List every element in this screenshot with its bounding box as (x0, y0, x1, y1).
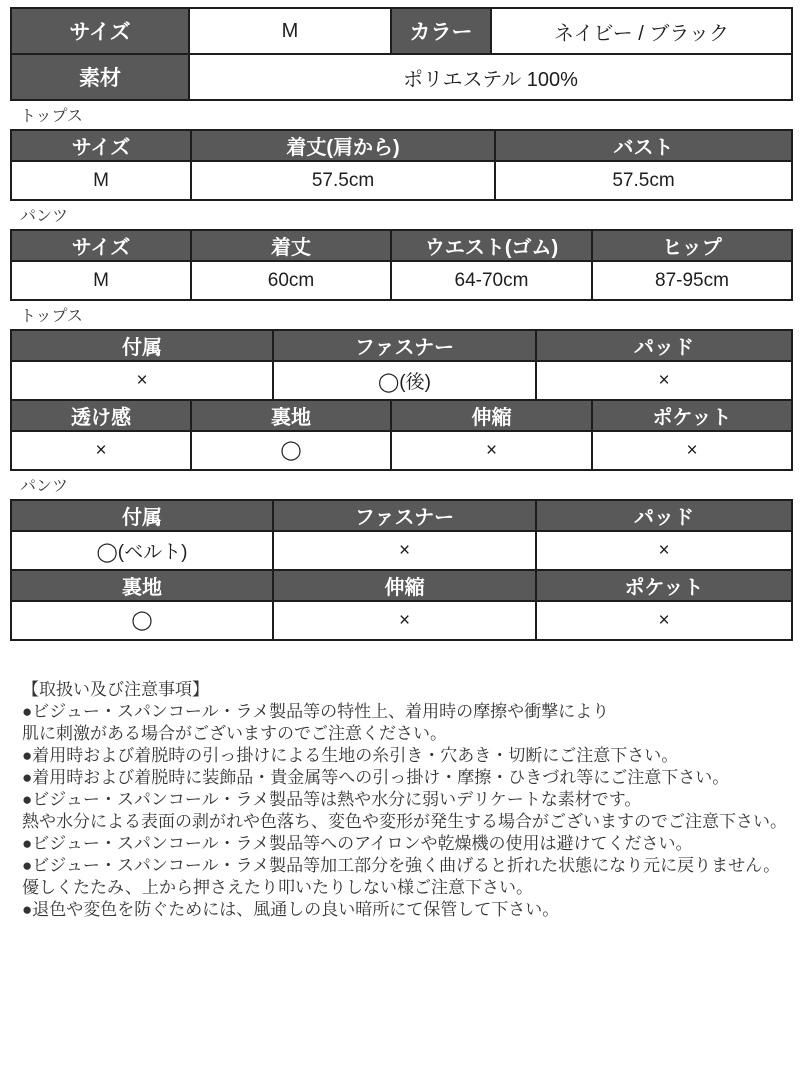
value-cell: × (592, 431, 792, 470)
value-cell: M (11, 161, 191, 200)
table-row (11, 531, 792, 570)
header-cell: 透け感 (11, 400, 191, 431)
table-header-row (11, 400, 792, 431)
table-header-row (11, 330, 792, 361)
header-cell: 裏地 (191, 400, 391, 431)
header-cell: 裏地 (11, 570, 273, 601)
header-cell: 伸縮 (273, 570, 536, 601)
header-cell: 着丈 (191, 230, 391, 261)
header-cell: サイズ (11, 230, 191, 261)
value-cell: × (11, 431, 191, 470)
care-note-line: ●ビジュー・スパンコール・ラメ製品等へのアイロンや乾燥機の使用は避けてください。 (22, 834, 693, 853)
summary-table (10, 7, 793, 101)
value-cell: ◯ (191, 431, 391, 470)
table-header-row (11, 500, 792, 531)
color-value-cell: ネイビー / ブラック (491, 8, 792, 54)
value-cell: 60cm (191, 261, 391, 300)
value-cell: × (273, 601, 536, 640)
care-note-line: 肌に刺激がある場合がございますのでご注意ください。 (22, 724, 447, 743)
table-row (11, 431, 792, 470)
section-label-pants-features: パンツ (20, 478, 69, 495)
value-cell: × (536, 361, 792, 400)
value-cell: ◯(後) (273, 361, 536, 400)
care-note-line: ●着用時および着脱時に装飾品・貴金属等への引っ掛け・摩擦・ひきづれ等にご注意下さい。 (22, 768, 730, 787)
value-cell: × (273, 531, 536, 570)
care-note-line: ●着用時および着脱時の引っ掛けによる生地の糸引き・穴あき・切断にご注意下さい。 (22, 746, 679, 765)
care-note-line: ●ビジュー・スパンコール・ラメ製品等の特性上、着用時の摩擦や衝撃により (22, 702, 610, 721)
table-header-row (11, 570, 792, 601)
header-cell: バスト (495, 130, 792, 161)
section-label-tops-features: トップス (20, 308, 83, 325)
care-note-line: ●退色や変色を防ぐためには、風通しの良い暗所にて保管して下さい。 (22, 900, 560, 919)
table-row (11, 54, 792, 100)
section-label-pants-size: パンツ (20, 208, 69, 225)
tops-features-table-lower (10, 399, 793, 471)
table-row (11, 261, 792, 300)
size-header-cell: サイズ (11, 8, 189, 54)
header-cell: 着丈(肩から) (191, 130, 495, 161)
header-cell: ポケット (592, 400, 792, 431)
pants-features-table (10, 499, 793, 641)
care-note-line: 熱や水分による表面の剥がれや色落ち、変色や変形が発生する場合がございますのでご注意下さい。 (22, 812, 787, 831)
tops-features-table-upper (10, 329, 793, 401)
table-row (11, 161, 792, 200)
value-cell: ◯ (11, 601, 273, 640)
value-cell: 57.5cm (191, 161, 495, 200)
value-cell: 57.5cm (495, 161, 792, 200)
value-cell: × (391, 431, 592, 470)
care-note-line: 優しくたたみ、上から押さえたり叩いたりしない様ご注意下さい。 (22, 878, 534, 897)
table-header-row (11, 230, 792, 261)
table-row (11, 361, 792, 400)
header-cell: 伸縮 (391, 400, 592, 431)
care-notes (10, 679, 793, 921)
material-header-cell: 素材 (11, 54, 189, 100)
header-cell: ヒップ (592, 230, 792, 261)
color-header-cell: カラー (391, 8, 491, 54)
value-cell: × (536, 601, 792, 640)
header-cell: ファスナー (273, 330, 536, 361)
value-cell: 87-95cm (592, 261, 792, 300)
header-cell: ファスナー (273, 500, 536, 531)
header-cell: パッド (536, 500, 792, 531)
pants-size-table (10, 229, 793, 301)
care-note-line: ●ビジュー・スパンコール・ラメ製品等は熱や水分に弱いデリケートな素材です。 (22, 790, 642, 809)
care-notes-title: 【取扱い及び注意事項】 (22, 680, 209, 699)
value-cell: ◯(ベルト) (11, 531, 273, 570)
header-cell: パッド (536, 330, 792, 361)
value-cell: 64-70cm (391, 261, 592, 300)
header-cell: 付属 (11, 500, 273, 531)
value-cell: × (11, 361, 273, 400)
size-value-cell: M (189, 8, 391, 54)
value-cell: × (536, 531, 792, 570)
value-cell: M (11, 261, 191, 300)
header-cell: 付属 (11, 330, 273, 361)
table-header-row (11, 130, 792, 161)
section-label-tops-size: トップス (20, 108, 83, 125)
header-cell: ウエスト(ゴム) (391, 230, 592, 261)
header-cell: サイズ (11, 130, 191, 161)
tops-size-table (10, 129, 793, 201)
table-row (11, 601, 792, 640)
care-note-line: ●ビジュー・スパンコール・ラメ製品等加工部分を強く曲げると折れた状態になり元に戻りません。 (22, 856, 781, 875)
material-value-cell: ポリエステル 100% (189, 54, 792, 100)
header-cell: ポケット (536, 570, 792, 601)
table-row (11, 8, 792, 54)
